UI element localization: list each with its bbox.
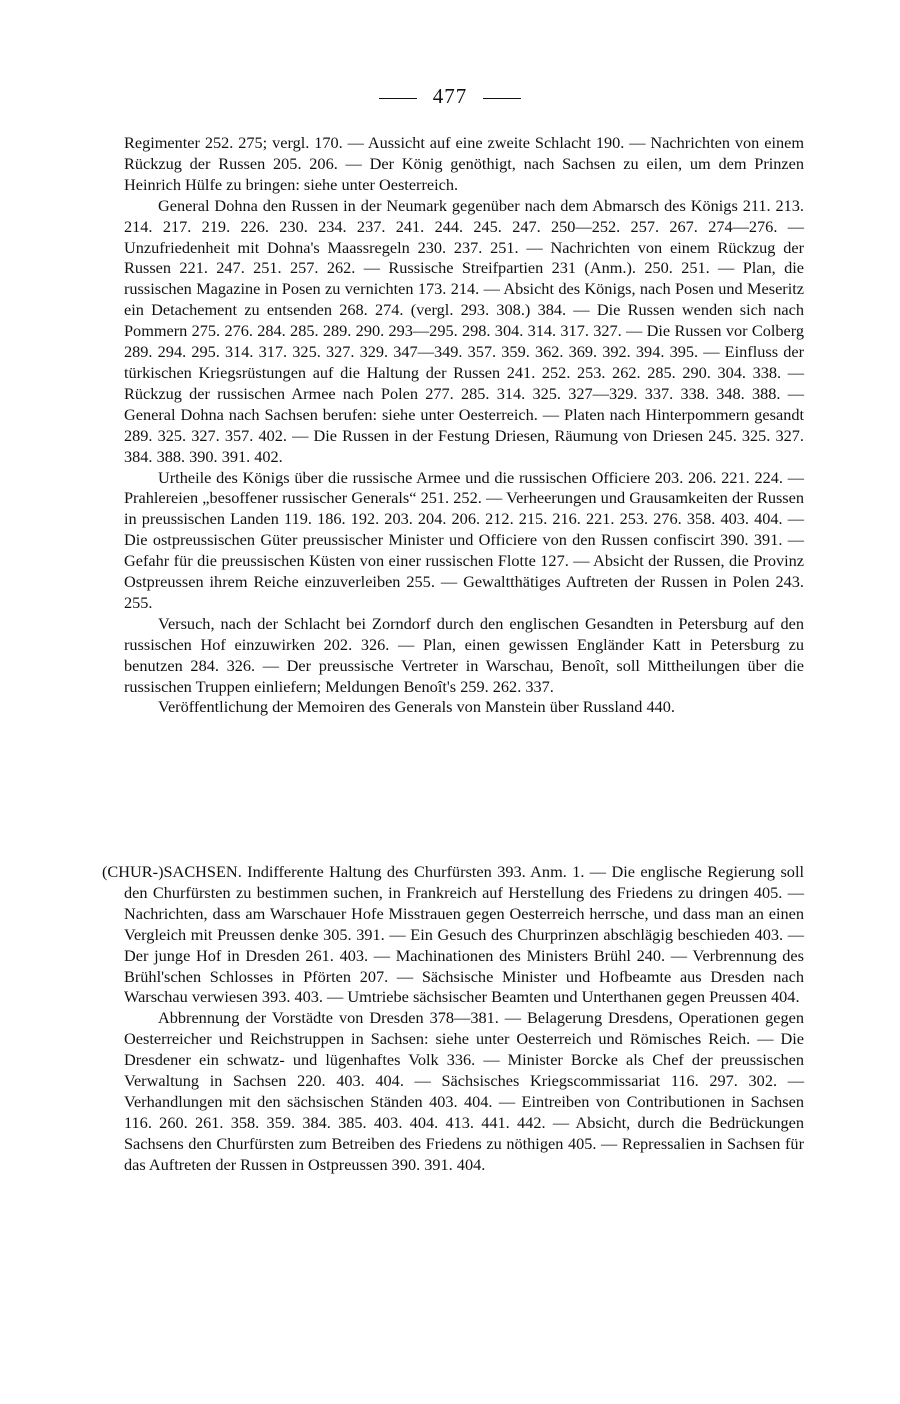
header-rule-right	[483, 98, 521, 99]
paragraph: Urtheile des Königs über die russische Armee und die russischen Officiere 203. 206. 221. 224. — Prahlereien „besoffener russischer Generals“ 251. 252. — Verheerungen und Grausamkeiten der Russen in preussischen Landen 119. 186. 192. 203. 204. 206. 212. 215. 216. 221. 253. 276. 358. 403. 404. — Die ostpreussischen Güter preussischer Minister und Officiere von den Russen confiscirt 390. 391. — Gefahr für die preussischen Küsten von einer russischen Flotte 127. — Absicht der Russen, die Provinz Ostpreussen ihrem Reiche einzuverleiben 255. — Gewaltthätiges Auftreten der Russen in Polen 243. 255.	[124, 467, 804, 612]
section-russland	[124, 133, 804, 718]
paragraph: Versuch, nach der Schlacht bei Zorndorf durch den englischen Gesandten in Petersburg auf den russischen Hof einzuwirken 202. 326. — Plan, einen gewissen Engländer Katt in Petersburg zu benutzen 284. 326. — Der preussische Vertreter in Warschau, Benoît, soll Mittheilungen über die russischen Truppen einliefern; Meldungen Benoît's 259. 262. 337.	[124, 613, 804, 696]
paragraph: Abbrennung der Vorstädte von Dresden 378—381. — Belagerung Dresdens, Operationen gegen Oesterreicher und Reichstruppen in Sachsen: siehe unter Oesterreich und Römisches Reich. — Die Dresdener ein schwatz- und lügenhaftes Volk 336. — Minister Borcke als Chef der preussischen Verwaltung in Sachsen 220. 403. 404. — Sächsisches Kriegscommissariat 116. 297. 302. — Verhandlungen mit den sächsischen Ständen 403. 404. — Eintreiben von Contributionen in Sachsen 116. 260. 261. 358. 359. 384. 385. 403. 404. 413. 441. 442. — Absicht, durch die Bedrückungen Sachsens den Churfürsten zum Betreiben des Friedens zu nöthigen 405. — Repressalien in Sachsen für das Auftreten der Russen in Ostpreussen 390. 391. 404.	[124, 1008, 804, 1174]
header-rule-left	[379, 98, 417, 99]
page-header	[0, 84, 900, 109]
section-sachsen	[102, 862, 804, 1176]
paragraph: General Dohna den Russen in der Neumark gegenüber nach dem Abmarsch des Königs 211. 213. 214. 217. 219. 226. 230. 234. 237. 241. 244. 245. 247. 250—252. 257. 267. 274—276. — Unzufriedenheit mit Dohna's Maassregeln 230. 237. 251. — Nachrichten von einem Rückzug der Russen 221. 247. 251. 257. 262. — Russische Streifpartien 231 (Anm.). 250. 251. — Plan, die russischen Magazine in Posen zu vernichten 173. 214. — Absicht des Königs, nach Posen und Meseritz ein Detachement zu entsenden 268. 274. (vergl. 293. 308.) 384. — Die Russen wenden sich nach Pommern 275. 276. 284. 285. 289. 290. 293—295. 298. 304. 314. 317. 327. — Die Russen vor Colberg 289. 294. 295. 314. 317. 325. 327. 329. 347—349. 357. 359. 362. 369. 392. 394. 395. — Einfluss der türkischen Kriegsrüstungen auf die Haltung der Russen 241. 252. 253. 262. 285. 290. 304. 338. — Rückzug der russischen Armee nach Polen 277. 285. 314. 325. 327—329. 337. 338. 348. 388. — General Dohna nach Sachsen berufen: siehe unter Oesterreich. — Platen nach Hinterpommern gesandt 289. 325. 327. 357. 402. — Die Russen in der Festung Driesen, Räumung von Driesen 245. 325. 327. 384. 388. 390. 391. 402.	[124, 195, 804, 466]
paragraph: Veröffentlichung der Memoiren des Generals von Manstein über Russland 440.	[158, 697, 675, 717]
entry-heading-paragraph: (CHUR-)SACHSEN. Indifferente Haltung des Churfürsten 393. Anm. 1. — Die englische Regierung soll den Churfürsten zu bestimmen suchen, in Frankreich auf Herstellung des Friedens zu dringen 405. — Nachrichten, dass am Warschauer Hofe Misstrauen gegen Oesterreich herrsche, und dass man an einen Vergleich mit Preussen denke 305. 391. — Ein Gesuch des Churprinzen abschlägig beschieden 403. — Der junge Hof in Dresden 261. 403. — Machinationen des Ministers Brühl 240. — Verbrennung des Brühl'schen Schlosses in Pförten 207. — Sächsische Minister und Hofbeamte aus Dresden nach Warschau verwiesen 393. 403. — Umtriebe sächsischer Beamten und Unterthanen gegen Preussen 404.	[102, 862, 804, 1007]
paragraph: Regimenter 252. 275; vergl. 170. — Aussicht auf eine zweite Schlacht 190. — Nachrichten von einem Rückzug der Russen 205. 206. — Der König genöthigt, nach Sachsen zu eilen, um dem Prinzen Heinrich Hülfe zu bringen: siehe unter Oesterreich.	[124, 133, 804, 194]
page-number: 477	[432, 84, 468, 108]
